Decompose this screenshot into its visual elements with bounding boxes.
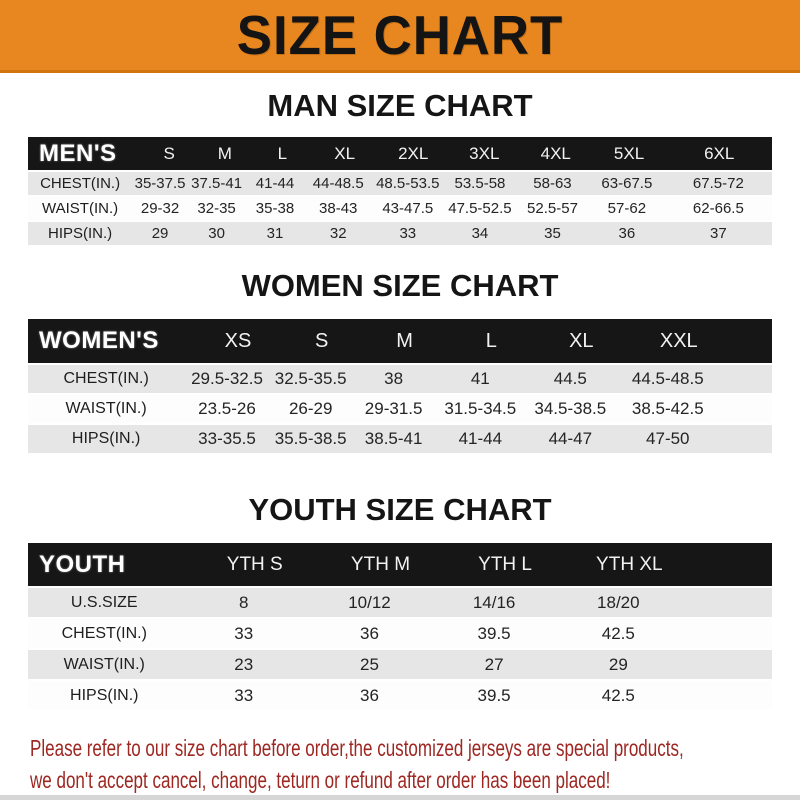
youth-section-heading: YOUTH SIZE CHART — [248, 492, 552, 527]
column-header: 2XL — [398, 143, 429, 163]
column-header: XL — [569, 329, 594, 352]
women-size-table — [28, 319, 772, 455]
table-row — [28, 425, 772, 455]
banner-title: SIZE CHART — [236, 4, 564, 66]
row-label: HIPS(IN.) — [47, 225, 113, 242]
man-section-heading: MAN SIZE CHART — [267, 88, 533, 123]
table-title: YOUTH — [39, 550, 126, 578]
value-cell: 31 — [266, 225, 284, 242]
value-cell: 36 — [360, 623, 379, 643]
value-cell: 62-66.5 — [692, 200, 744, 217]
value-cell: 47-50 — [646, 429, 690, 448]
value-cell: 44-47 — [548, 429, 593, 448]
value-cell: 32-35 — [197, 200, 236, 217]
row-label: HIPS(IN.) — [70, 686, 139, 704]
value-cell: 41-44 — [458, 429, 503, 448]
column-header: YTH S — [226, 553, 283, 575]
bottom-edge-strip — [0, 795, 800, 800]
value-cell: 44.5 — [553, 369, 587, 388]
column-header: L — [277, 143, 288, 163]
table-title: WOMEN'S — [39, 327, 159, 354]
column-header: YTH L — [478, 553, 533, 575]
row-label: WAIST(IN.) — [63, 655, 145, 673]
table-row — [28, 365, 772, 395]
value-cell: 36 — [618, 225, 636, 242]
value-cell: 34 — [471, 225, 489, 242]
value-cell: 31.5-34.5 — [444, 399, 517, 418]
value-cell: 57-62 — [607, 200, 647, 217]
value-cell: 35.5-38.5 — [274, 429, 347, 448]
value-cell: 38-43 — [319, 200, 358, 217]
value-cell: 25 — [360, 654, 379, 674]
column-header: L — [485, 329, 497, 352]
size-chart-banner — [0, 0, 800, 73]
value-cell: 35 — [544, 225, 561, 242]
column-header: S — [163, 143, 175, 163]
value-cell: 42.5 — [601, 685, 635, 705]
table-row — [28, 650, 772, 681]
row-label: CHEST(IN.) — [40, 175, 121, 192]
value-cell: 23.5-26 — [198, 399, 256, 418]
disclaimer-line-1: Please refer to our size chart before order,the customized jerseys are special products, — [30, 735, 684, 761]
column-header: 5XL — [613, 143, 645, 163]
row-label: CHEST(IN.) — [63, 370, 149, 387]
value-cell: 63-67.5 — [601, 175, 653, 192]
value-cell: 38.5-42.5 — [631, 399, 704, 418]
row-label: WAIST(IN.) — [42, 200, 119, 217]
value-cell: 67.5-72 — [692, 175, 744, 192]
table-row — [28, 172, 772, 197]
value-cell: 33 — [234, 685, 254, 705]
value-cell: 29-32 — [140, 200, 180, 217]
value-cell: 33 — [399, 225, 417, 242]
value-cell: 36 — [360, 685, 379, 705]
row-label: CHEST(IN.) — [61, 624, 147, 642]
column-header: YTH XL — [596, 553, 663, 575]
men-size-table — [28, 137, 772, 247]
value-cell: 29 — [608, 654, 628, 674]
value-cell: 35-37.5 — [134, 175, 186, 192]
value-cell: 47.5-52.5 — [448, 200, 512, 217]
value-cell: 39.5 — [477, 685, 511, 705]
value-cell: 10/12 — [348, 592, 391, 612]
row-label: U.S.SIZE — [70, 593, 138, 611]
disclaimer-line-2: we don't accept cancel, change, teturn or refund after order has been placed! — [30, 767, 611, 793]
value-cell: 18/20 — [597, 592, 640, 612]
disclaimer — [0, 732, 800, 796]
value-cell: 58-63 — [533, 175, 572, 192]
table-header-row — [28, 137, 772, 172]
table-row — [28, 197, 772, 222]
value-cell: 23 — [234, 654, 254, 674]
value-cell: 32.5-35.5 — [274, 369, 347, 388]
table-row — [28, 395, 772, 425]
value-cell: 42.5 — [601, 623, 635, 643]
women-section-heading: WOMEN SIZE CHART — [241, 268, 559, 303]
value-cell: 33-35.5 — [198, 429, 256, 448]
value-cell: 30 — [208, 225, 225, 242]
column-header: 6XL — [704, 143, 735, 163]
column-header: XXL — [659, 329, 698, 352]
value-cell: 37 — [710, 225, 727, 242]
column-header: M — [396, 329, 413, 352]
value-cell: 41-44 — [255, 175, 295, 192]
row-label: WAIST(IN.) — [65, 400, 147, 417]
table-header-row — [28, 319, 772, 365]
table-row — [28, 681, 772, 712]
value-cell: 43-47.5 — [382, 200, 434, 217]
value-cell: 34.5-38.5 — [534, 399, 607, 418]
youth-size-table — [28, 543, 772, 712]
value-cell: 44.5-48.5 — [631, 369, 704, 388]
value-cell: 39.5 — [477, 623, 511, 643]
value-cell: 48.5-53.5 — [376, 175, 440, 192]
table-row — [28, 222, 772, 247]
value-cell: 26-29 — [288, 399, 333, 418]
column-header: XS — [224, 329, 252, 352]
value-cell: 32 — [329, 225, 347, 242]
column-header: 3XL — [469, 143, 500, 163]
value-cell: 37.5-41 — [191, 175, 243, 192]
value-cell: 38.5-41 — [364, 429, 423, 448]
value-cell: 44-48.5 — [312, 175, 364, 192]
table-row — [28, 619, 772, 650]
value-cell: 8 — [239, 592, 249, 612]
row-label: HIPS(IN.) — [71, 430, 141, 447]
column-header: YTH M — [350, 553, 411, 575]
table-header-row — [28, 543, 772, 588]
value-cell: 35-38 — [255, 200, 295, 217]
value-cell: 41 — [470, 369, 490, 388]
value-cell: 27 — [484, 654, 504, 674]
value-cell: 52.5-57 — [527, 200, 578, 217]
value-cell: 29.5-32.5 — [191, 369, 263, 388]
value-cell: 29-31.5 — [364, 399, 423, 418]
value-cell: 14/16 — [472, 592, 516, 612]
table-title: MEN'S — [39, 139, 117, 167]
value-cell: 33 — [234, 623, 254, 643]
column-header: XL — [334, 143, 356, 163]
column-header: S — [315, 329, 329, 352]
table-row — [28, 588, 772, 619]
value-cell: 53.5-58 — [454, 175, 506, 192]
value-cell: 29 — [151, 225, 169, 242]
column-header: M — [217, 143, 232, 163]
column-header: 4XL — [540, 143, 571, 163]
value-cell: 38 — [384, 369, 404, 388]
